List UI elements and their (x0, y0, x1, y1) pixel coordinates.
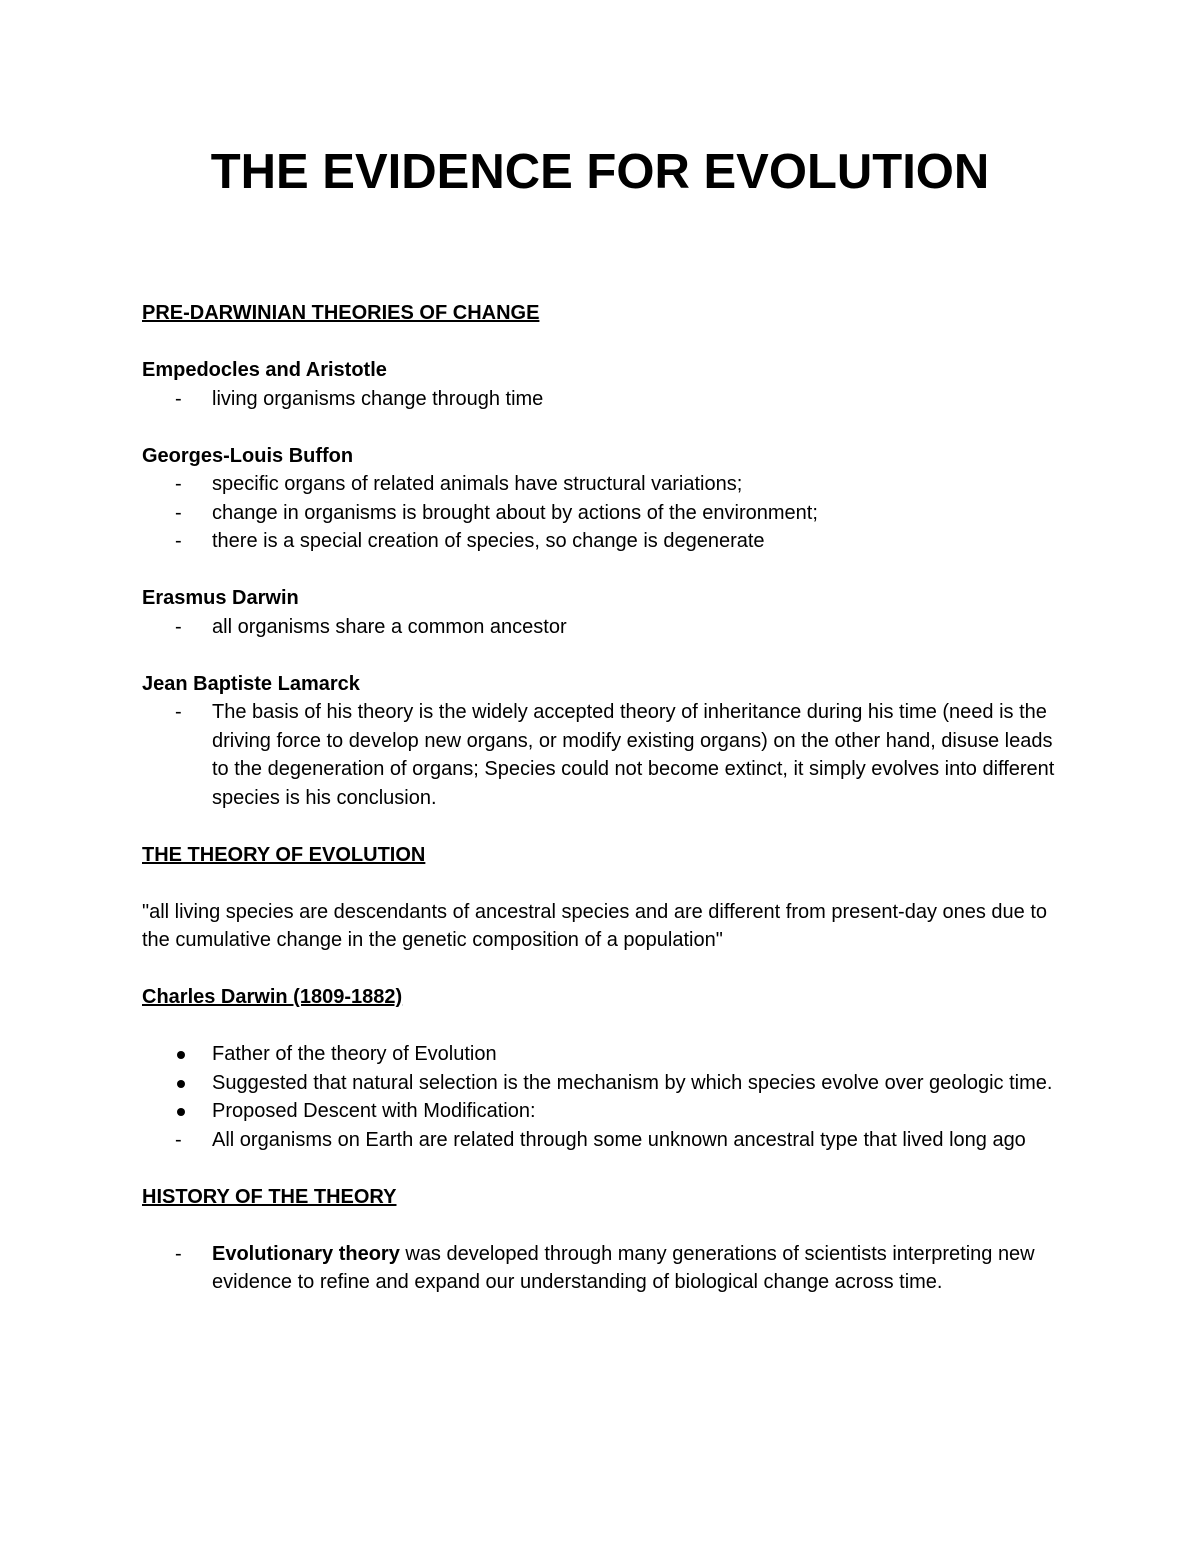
list-item (142, 1126, 1072, 1155)
list-item-text: specific organs of related animals have structural variations; (212, 473, 743, 495)
point-list (142, 385, 1072, 414)
list-item (142, 499, 1072, 528)
section-heading-pre-darwinian: PRE-DARWINIAN THEORIES OF CHANGE (142, 302, 540, 324)
list-item-text: living organisms change through time (212, 387, 544, 410)
list-item (142, 1097, 1072, 1126)
list-item-text: there is a special creation of species, so change is degenerate (212, 530, 765, 552)
section-heading-charles-darwin: Charles Darwin (1809-1882) (142, 986, 403, 1008)
list-item (142, 1040, 1072, 1069)
person-empedocles-aristotle: Empedocles and Aristotle (142, 359, 387, 381)
theory-quote: "all living species are descendants of ancestral species and are different from present-day ones due to the cumulative change in the genetic composition of a population" (142, 900, 1048, 951)
list-item-text: The basis of his theory is the widely accepted theory of inheritance during his time (need is the driving force to develop new organs, or modify existing organs) on the other hand, disuse leads to the degeneration of organs; Species could not become extinct, it simply evolves into different species is his conclusion. (212, 701, 1055, 809)
point-list (142, 613, 1072, 642)
dash-marker: - (175, 1128, 182, 1151)
dash-marker: - (175, 615, 182, 638)
list-item-text: change in organisms is brought about by actions of the environment; (212, 501, 818, 524)
list-item (142, 1240, 1072, 1297)
person-lamarck: Jean Baptiste Lamarck (142, 672, 360, 695)
list-item (142, 698, 1072, 812)
list-item (142, 527, 1072, 556)
dash-marker: - (175, 387, 182, 410)
bullet-dot-icon (177, 1051, 185, 1059)
bullet-list (142, 1040, 1072, 1154)
dash-marker: - (175, 701, 182, 723)
list-item-text: Proposed Descent with Modification: (212, 1100, 536, 1122)
list-item (142, 470, 1072, 499)
list-item-text: All organisms on Earth are related through some unknown ancestral type that lived long ago (212, 1128, 1026, 1151)
section-heading-history: HISTORY OF THE THEORY (142, 1185, 397, 1208)
dash-marker: - (175, 1242, 182, 1265)
list-item-text: Father of the theory of Evolution (212, 1043, 497, 1065)
dash-marker: - (175, 473, 182, 495)
bullet-dot-icon (177, 1080, 185, 1088)
point-list (142, 698, 1072, 812)
point-list (142, 1240, 1072, 1297)
bullet-dot-icon (177, 1108, 185, 1116)
dash-marker: - (175, 501, 182, 524)
list-item-text: all organisms share a common ancestor (212, 615, 567, 638)
section-heading-theory: THE THEORY OF EVOLUTION (142, 843, 426, 866)
point-list (142, 470, 1072, 556)
list-item (142, 613, 1072, 642)
list-item (142, 385, 1072, 414)
list-item-text: Suggested that natural selection is the mechanism by which species evolve over geologic time. (212, 1071, 1053, 1094)
person-erasmus-darwin: Erasmus Darwin (142, 587, 299, 609)
bold-term: Evolutionary theory (212, 1242, 400, 1265)
list-item-text: was developed through many generations of scientists interpreting new evidence to refine and expand our understanding of biological change across time. (212, 1242, 1035, 1293)
dash-marker: - (175, 530, 182, 552)
list-item (142, 1069, 1072, 1098)
person-buffon: Georges-Louis Buffon (142, 444, 354, 467)
page-title: THE EVIDENCE FOR EVOLUTION (210, 145, 990, 199)
document-body (142, 299, 1072, 1297)
